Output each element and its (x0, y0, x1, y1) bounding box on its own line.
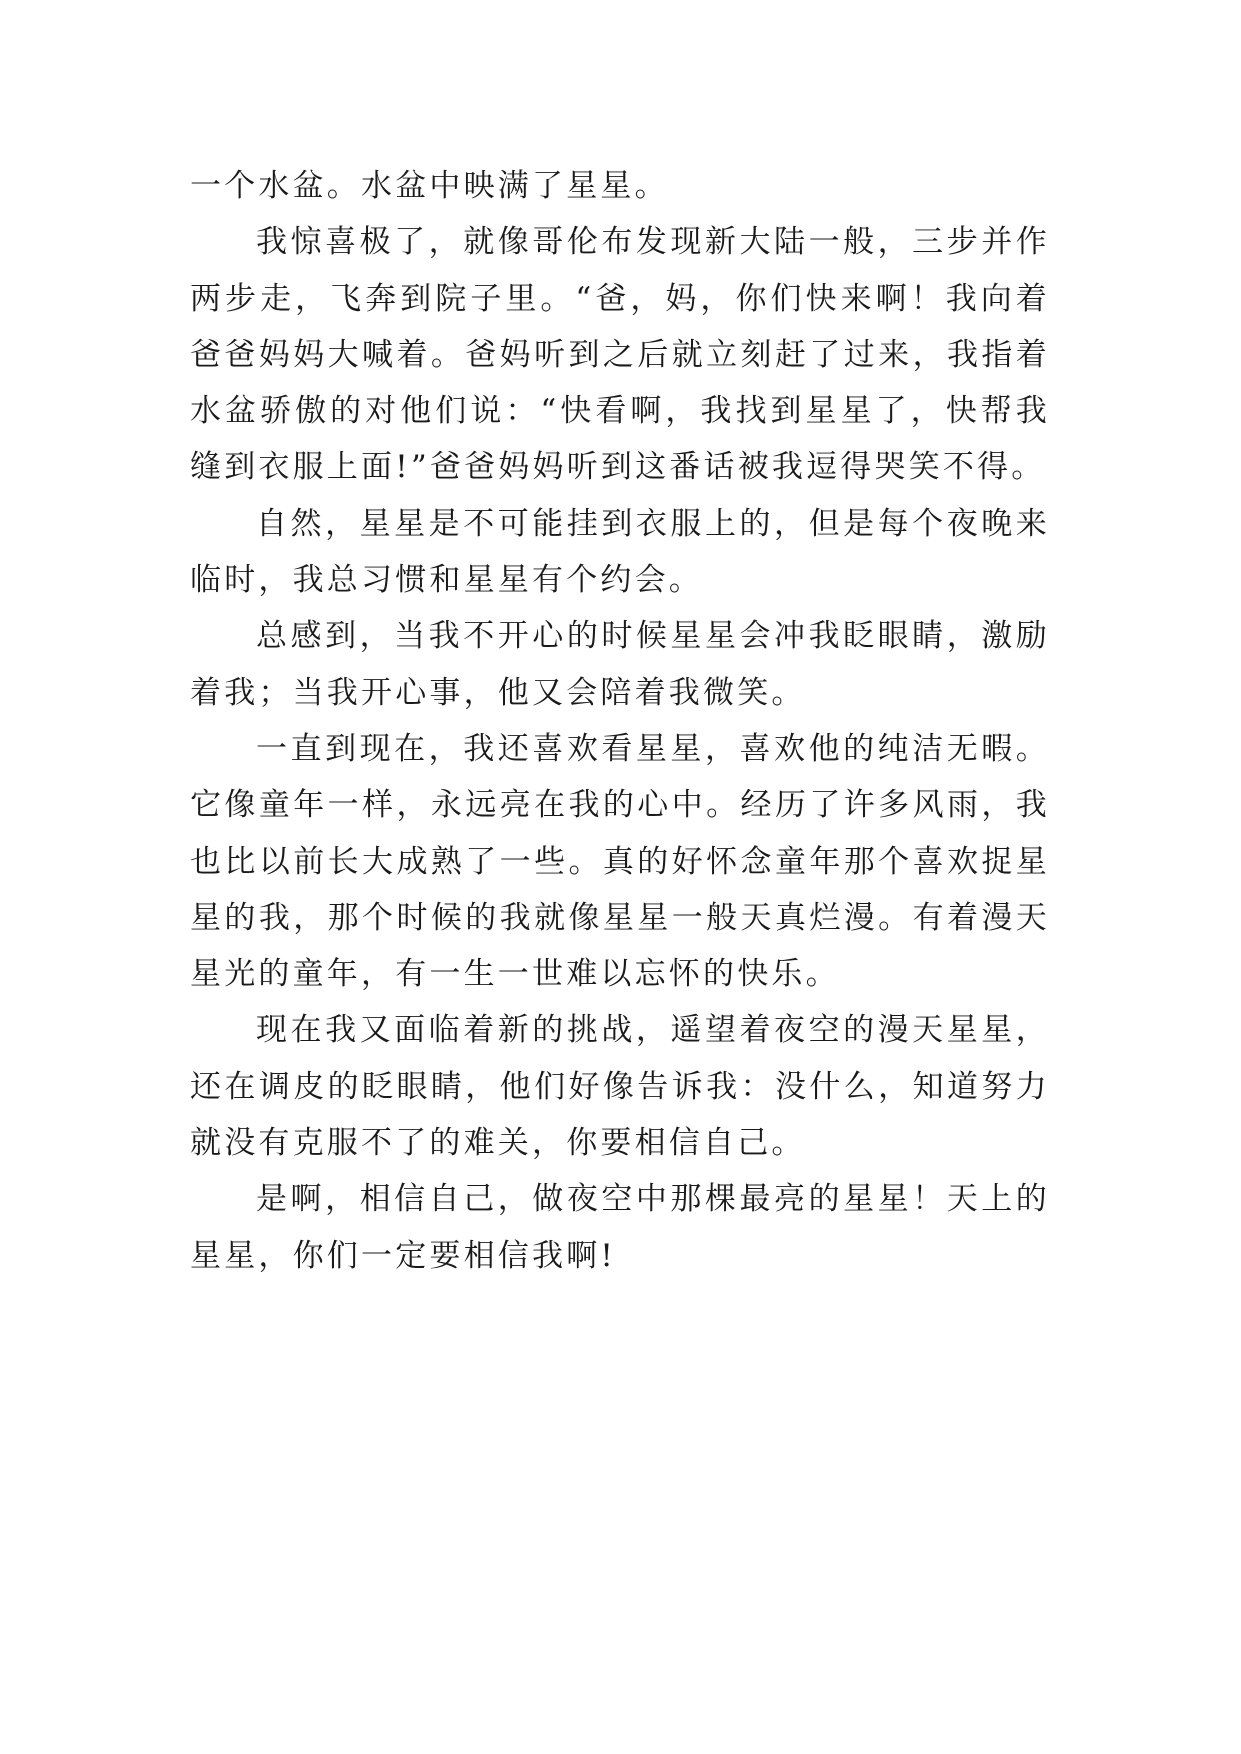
paragraph: 一个水盆。水盆中映满了星星。 (190, 168, 669, 204)
paragraph: 总感到，当我不开心的时候星星会冲我眨眼睛，激励着我；当我开心事，他又会陪着我微笑。 (190, 618, 1050, 711)
paragraph: 是啊，相信自己，做夜空中那棵最亮的星星！天上的星星，你们一定要相信我啊! (190, 1181, 1050, 1274)
paragraph: 一直到现在，我还喜欢看星星，喜欢他的纯洁无暇。它像童年一样，永远亮在我的心中。经历了许多风雨，我也比以前长大成熟了一些。真的好怀念童年那个喜欢捉星星的我，那个时候的我就像星星一般天真烂漫。有着漫天星光的童年，有一生一世难以忘怀的快乐。 (190, 730, 1050, 993)
paragraph: 现在我又面临着新的挑战，遥望着夜空的漫天星星，还在调皮的眨眼睛，他们好像告诉我：没什么，知道努力就没有克服不了的难关，你要相信自己。 (190, 1012, 1050, 1162)
essay-body (190, 158, 1050, 1284)
paragraph: 自然，星星是不可能挂到衣服上的，但是每个夜晚来临时，我总习惯和星星有个约会。 (190, 505, 1050, 599)
paragraph: 我惊喜极了，就像哥伦布发现新大陆一般，三步并作两步走，飞奔到院子里。“爸，妈，你们快来啊！我向着爸爸妈妈大喊着。爸妈听到之后就立刻赶了过来，我指着水盆骄傲的对他们说：“快看啊，我找到星星了，快帮我缝到衣服上面!”爸爸妈妈听到这番话被我逗得哭笑不得。 (190, 224, 1050, 486)
